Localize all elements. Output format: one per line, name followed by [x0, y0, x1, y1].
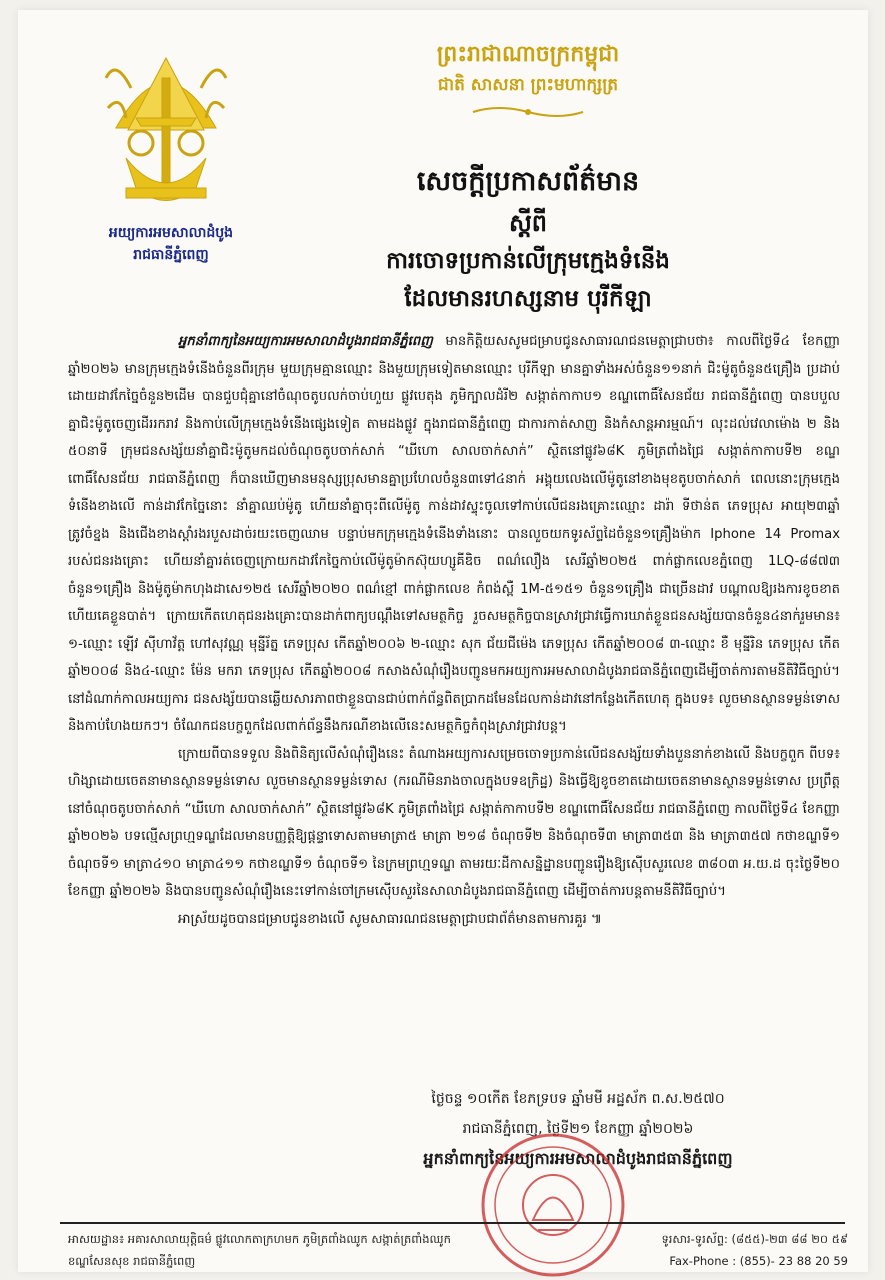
org-line-2: រាជធានីភ្នំពេញ	[133, 247, 209, 263]
spokesperson-lead: អ្នកនាំពាក្យនៃអយ្យការអមសាលាដំបូងរាជធានីភ្នំពេញ	[178, 334, 433, 349]
lunar-date: ថ្ងៃចន្ទ ១០កើត ខែភទ្របទ ឆ្នាំមមី អដ្ឋស័ក ព.ស.២៥៧០	[431, 1091, 725, 1107]
city-date: រាជធានីភ្នំពេញ, ថ្ងៃទី២១ ខែកញ្ញា ឆ្នាំ២០២៦	[462, 1121, 694, 1137]
organization-name	[86, 222, 256, 266]
title-line-3: ការចោទប្រកាន់លើក្រុមក្មេងទំនើង	[386, 248, 670, 274]
footer-divider	[60, 1222, 845, 1224]
phone-khmer: ទូរសារ-ទូរស័ព្ទ: (៨៥៥)-២៣ ៨៨ ២០ ៥៩	[661, 1232, 848, 1246]
address-line-2: ខណ្ឌសែនសុខ រាជធានីភ្នំពេញ	[68, 1254, 196, 1268]
paragraph-2: ក្រោយពីបានទទួល និងពិនិត្យលើសំណុំរឿងនេះ តំណាងអយ្យការសម្រេចចោទប្រកាន់លើជនសង្ស័យទាំងបួននាក់ខាងលើ និងបក្ខពួក ពីបទ៖ ហិង្សាដោយចេតនាមានស្ថានទម្ងន់ទោស លួចមានស្ថានទម្ងន់ទោស (ករណីមិនរាងចាលក្នុងបទឧក្រិដ្ឋ) និងធ្វើឱ្យខូចខាតដោយចេតនាមានស្ថានទម្ងន់ទោស ប្រព្រឹត្តនៅចំណុចតូបចាក់សាក់ “ឃីហោ សាលចាក់សាក់” ស្ថិតនៅផ្លូវ៦៨K ភូមិត្រពាំងជ្រៃ សង្កាត់កាកាបទី២ ខណ្ឌពោធិ៍សែនជ័យ រាជធានីភ្នំពេញ កាលពីថ្ងៃទី៤ ខែកញ្ញា ឆ្នាំ២០២៦ បទល្មើសព្រហ្មទណ្ឌដែលមានបញ្ញត្តិឱ្យផ្តន្ទាទោសតាមមាត្រា៥ មាត្រា ២១៨ ចំណុចទី២ និងចំណុចទី៣ មាត្រា៣៥៣ និង មាត្រា៣៥៧ កថាខណ្ឌទី១ ចំណុចទី១ មាត្រា៤១០ មាត្រា៤១១ កថាខណ្ឌទី១ ចំណុចទី១ នៃក្រមព្រហ្មទណ្ឌ តាមរយៈដីកាសន្និដ្ឋានបញ្ជូនរឿងឱ្យស៊ើបសួរលេខ ៣៨០៣ អ.យ.ដ ចុះថ្ងៃទី២០ ខែកញ្ញា ឆ្នាំ២០២៦ និងបានបញ្ជូនសំណុំរឿងនេះទៅកាន់ចៅក្រមស៊ើបសួរនៃសាលាដំបូងរាជធានីភ្នំពេញ ដើម្បីចាត់ការបន្តតាមនីតិវិធីច្បាប់។	[68, 746, 840, 899]
signatory-title: អ្នកនាំពាក្យនៃអយ្យការអមសាលាដំបូងរាជធានីភ្នំពេញ	[423, 1149, 733, 1168]
footer-contact	[608, 1228, 848, 1272]
kingdom-line-2: ជាតិ សាសនា ព្រះមហាក្សត្រ	[437, 75, 619, 95]
announcement-body	[68, 328, 840, 933]
paragraph-1	[68, 328, 840, 741]
document-page	[18, 10, 868, 1272]
announcement-title	[288, 160, 768, 318]
paragraph-3: អាស្រ័យដូចបានជម្រាបជូនខាងលើ សូមសាធារណជនមេត្តាជ្រាបជាព័ត៌មានតាមការគួរ ៕	[178, 911, 602, 927]
kingdom-line-1: ព្រះរាជាណាចក្រកម្ពុជា	[436, 42, 620, 67]
title-line-2: ស្តីពី	[508, 209, 548, 237]
paragraph-1-text: មានកិត្តិយសសូមជម្រាបជូនសាធារណជនមេត្តាជ្រាបថា៖ កាលពីថ្ងៃទី៤ ខែកញ្ញា ឆ្នាំ២០២៦ មានក្រុមក្មេងទំនើងចំនួនពីរក្រុម មួយក្រុមគ្មានឈ្មោះ និងមួយក្រុមទៀតមានឈ្មោះ បុរីកីឡា មានគ្នាទាំងអស់ចំនួន១១នាក់ ជិះម៉ូតូចំនួន៥គ្រឿង ប្រដាប់ដោយដាវកែច្នៃចំនួន២ដើម បានជួបជុំគ្នានៅចំណុចតូបលក់ចាប់ហួយ ផ្លូវបេតុង ភូមិក្បាលដំរី២ សង្កាត់កាកាប១ ខណ្ឌពោធិ៍សែនជ័យ រាជធានីភ្នំពេញ បានបបួលគ្នាជិះម៉ូតូចេញដើររករាវ និងកាប់លើក្រុមក្មេងទំនើងផ្សេងទៀត តាមដងផ្លូវ ក្នុងរាជធានីភ្នំពេញ ជាការកាត់សាញ និងកំសាន្តអារម្មណ៍។ លុះដល់វេលាម៉ោង ២ និង ៥០នាទី ក្រុមជនសង្ស័យនាំគ្នាជិះម៉ូតូមកដល់ចំណុចតូបចាក់សាក់ “ឃីហោ សាលចាក់សាក់” ស្ថិតនៅផ្លូវ៦៨K ភូមិត្រពាំងជ្រៃ សង្កាត់កាកាបទី២ ខណ្ឌពោធិ៍សែនជ័យ រាជធានីភ្នំពេញ ក៏បានឃើញមានមនុស្សប្រុសមានគ្នាប្រហែលចំនួន៣ទៅ៤នាក់ អង្គុយលេងលើម៉ូតូនៅខាងមុខតូបចាក់សាក់ ពេលនោះក្រុមក្មេងទំនើងខាងលើ កាន់ដាវកែច្នៃនោះ នាំគ្នាឈប់ម៉ូតូ ហើយនាំគ្នាចុះពីលើម៉ូតូ កាន់ដាវស្ទុះចូលទៅកាប់លើជនរងគ្រោះឈ្មោះ ដារ៉ា ទីថាន់ត ភេទប្រុស អាយុ២៣ឆ្នាំ ត្រូវចំខ្នង និងជើងខាងស្តាំរងរបួសដាច់រយះចេញឈាម បន្ទាប់មកក្រុមក្មេងទំនើងទាំងនោះ បានលួចយកទូរស័ព្ទដៃចំនួន១គ្រឿងម៉ាក Iphone 14 Promax របស់ជនរងគ្រោះ ហើយនាំគ្នារត់ចេញក្រោយកដាវកែច្នៃកាប់លើម៉ូតូម៉ាកស៊ុយហ្សូគីឌិច ពណ៌លឿង សេរីឆ្នាំ២០២៥ ពាក់ផ្លាកលេខភ្នំពេញ 1LQ-៨៨៧៣ ចំនួន១គ្រឿង និងម៉ូតូម៉ាកហុងដាសេ១២៥ សេរីឆ្នាំ២០២០ ពណ៌ខ្មៅ ពាក់ផ្លាកលេខ កំពង់ស្ពឺ 1M-៥១៥១ ចំនួន១គ្រឿង ជាច្រើនដាវ បណ្តាលឱ្យរងការខូចខាត ហើយគេខ្លួនបាត់។ ក្រោយកើតហេតុជនរងគ្រោះបានដាក់ពាក្យបណ្តឹងទៅសមត្ថកិច្ច រួចសមត្ថកិច្ចបានស្រាវជ្រាវធ្វើការឃាត់ខ្លួនជនសង្ស័យបានចំនួន៤នាក់រួមមាន៖ ១-ឈ្មោះ ឡើវ ស៊ីហាវ័ត្ត ហៅសុវណ្ណ មុន្នីរ័ត្ន ភេទប្រុស កើតឆ្នាំ២០០៦ ២-ឈ្មោះ សុក ជ័យជីម៉េង ភេទប្រុស កើតឆ្នាំ២០០៨ ៣-ឈ្មោះ ខឺ មុន្នីរិន ភេទប្រុស កើតឆ្នាំ២០០៨ និង៤-ឈ្មោះ ម៉ែន មករា ភេទប្រុស កើតឆ្នាំ២០០៨ កសាងសំណុំរឿងបញ្ជូនមកអយ្យការអមសាលាដំបូងរាជធានីភ្នំពេញដើម្បីចាត់ការតាមនីតិវិធីច្បាប់។ នៅដំណាក់កាលអយ្យការ ជនសង្ស័យបានឆ្លើយសារភាពថាខ្លួនបានជាប់ពាក់ព័ន្ធពិតប្រាកដមែនដែលកាន់ដាវនៅកន្លែងកើតហេតុ ក្នុងបទ៖ លួចមានស្ថានទម្ងន់ទោស និងកាប់ហែងយកៗ។ ចំណែកជនបក្ខពួកដែលពាក់ព័ន្ធនឹងករណីខាងលើនេះសមត្ថកិច្ចកំពុងស្រាវជ្រាវបន្ត។	[68, 334, 840, 734]
phone-english: Fax-Phone : (855)- 23 88 20 59	[669, 1254, 848, 1268]
court-emblem-icon	[96, 38, 236, 218]
ornament-divider-icon	[468, 104, 588, 120]
title-line-1: សេចក្តីប្រកាសព័ត៌មាន	[416, 166, 640, 197]
footer-address	[68, 1228, 588, 1272]
title-line-4: ដែលមានរហស្សនាម បុរីកីឡា	[404, 286, 652, 312]
page-footer	[68, 1228, 848, 1278]
org-line-1: អយ្យការអមសាលាដំបូង	[108, 225, 234, 241]
address-line-1: អាសយដ្ឋាន៖ អគារសាលាយុត្តិធម៌ ផ្លូវលោកតាក្រហមក ភូមិត្រពាំងឈូក សង្កាត់ត្រពាំងឈូក	[68, 1232, 451, 1246]
kingdom-motto	[318, 38, 738, 120]
